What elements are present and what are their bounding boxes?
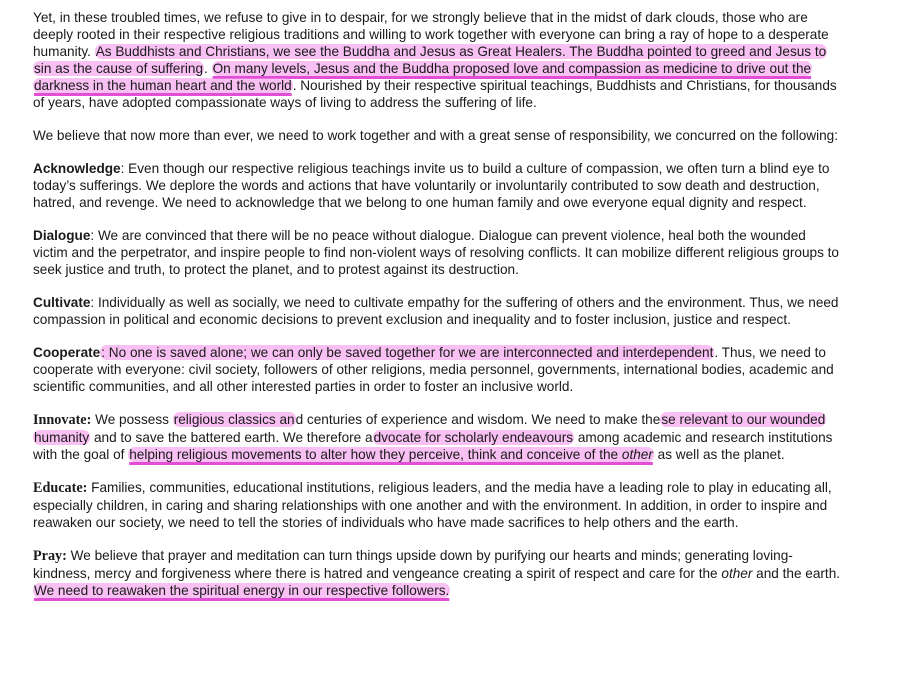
innovate-text-5: as well as the planet. — [653, 447, 785, 462]
innovate-text-3: and to save the battered earth. We therefore a — [90, 430, 373, 445]
section-acknowledge — [33, 160, 843, 211]
section-term-educate: Educate: — [33, 480, 88, 496]
intro-text-1: Yet, in these troubled times, we refuse to give in to despair, for we strongly believe that in the midst of dark clouds, those who are deeply rooted in their respective religious traditions and willing to work together with everyone can bring a ray of hope to a desperate humanity. — [33, 10, 829, 59]
innovate-other-emphasis: other — [621, 447, 653, 462]
innovate-text-4: among academic and research institutions with the goal of — [33, 430, 833, 462]
section-dialogue — [33, 227, 843, 278]
highlight-religious-classics: religious classics an — [173, 412, 295, 427]
section-term-acknowledge: Acknowledge — [33, 161, 121, 176]
intro-paragraph-2: We believe that now more than ever, we need to work together and with a great sense of responsibility, we concurred on the following: — [33, 128, 839, 143]
section-educate — [33, 479, 843, 531]
section-term-pray: Pray: — [33, 548, 67, 564]
pray-text-1: We believe that prayer and meditation can turn things upside down by purifying our hearts and minds; generating loving-kindness, mercy and forgiveness where there is hatred and vengeance creating a spirit of respect and care for the — [33, 548, 793, 581]
section-term-cultivate: Cultivate — [33, 295, 91, 310]
highlight-wounded-humanity: se relevant to our wounded humanity — [34, 412, 826, 445]
document-body — [33, 9, 843, 615]
section-text-dialogue: : We are convinced that there will be no peace without dialogue. Dialogue can prevent violence, heal both the wounded victim and the perpetrator, and inspire people to find non-violent ways of resolving conflicts. It can mobilize different religious groups to seek justice and truth, to protect the planet, and to protest against its destruction. — [33, 228, 839, 277]
intro-paragraph-1 — [33, 9, 843, 111]
section-text-educate: Families, communities, educational institutions, religious leaders, and the media have a leading role to play in educating all, especially children, in caring and sharing relationships with one another and with the environment. In addition, in order to inspire and reawaken our society, we need to tell the stories of individuals who have made sacrifices to help others and the earth. — [33, 480, 832, 530]
highlight-alter-perception-text: helping religious movements to alter how they perceive, think and conceive of the — [129, 447, 622, 462]
section-pray — [33, 547, 843, 599]
section-innovate — [33, 411, 843, 463]
section-text-cooperate: . Thus, we need to cooperate with everyone: civil society, followers of other religions, media personnel, governments, international bodies, academic and scientific communities, and all other interested parties in order to foster an inclusive world. — [33, 345, 834, 394]
pray-text-2: and the earth. — [752, 566, 841, 581]
section-text-acknowledge: : Even though our respective religious teachings invite us to build a culture of compassion, we often turn a blind eye to today’s sufferings. We deplore the words and actions that have voluntarily or involuntarily contributed to sow death and destruction, hatred, and revenge. We need to acknowledge that we belong to one human family and owe everyone equal dignity and respect. — [33, 161, 830, 210]
section-text-cultivate: : Individually as well as socially, we need to cultivate empathy for the suffering of others and the environment. Thus, we need compassion in political and economic decisions to prevent exclusion and inequality and to foster inclusion, justice and respect. — [33, 295, 839, 327]
section-term-cooperate: Cooperate — [33, 345, 101, 360]
highlight-alter-perception — [128, 447, 654, 462]
intro-text-3: . Nourished by their respective spiritual teachings, Buddhists and Christians, for thousands of years, have adopted compassionate ways of living to address the suffering of life. — [33, 78, 837, 110]
highlight-love-compassion: On many levels, Jesus and the Buddha proposed love and compassion as medicine to drive out the darkness in the human heart and the world — [34, 61, 812, 93]
highlight-scholarly-endeavours: dvocate for scholarly endeavours — [373, 430, 574, 445]
intro-text-2: . — [204, 61, 208, 76]
section-term-dialogue: Dialogue — [33, 228, 91, 243]
highlight-great-healers: As Buddhists and Christians, we see the Buddha and Jesus as Great Healers. The Buddha pointed to greed and Jesus to sin as the cause of suffering — [34, 44, 827, 76]
pray-other-emphasis: other — [721, 566, 753, 581]
highlight-saved-together: : No one is saved alone; we can only be saved together for we are interconnected and interdependent — [101, 345, 714, 360]
section-cultivate — [33, 294, 843, 328]
section-cooperate — [33, 344, 843, 395]
innovate-text-1: We possess — [91, 412, 173, 427]
highlight-reawaken-energy: We need to reawaken the spiritual energy in our respective followers. — [34, 583, 450, 598]
innovate-text-2: d centuries of experience and wisdom. We need to make the — [295, 412, 661, 427]
section-term-innovate: Innovate: — [33, 412, 92, 428]
